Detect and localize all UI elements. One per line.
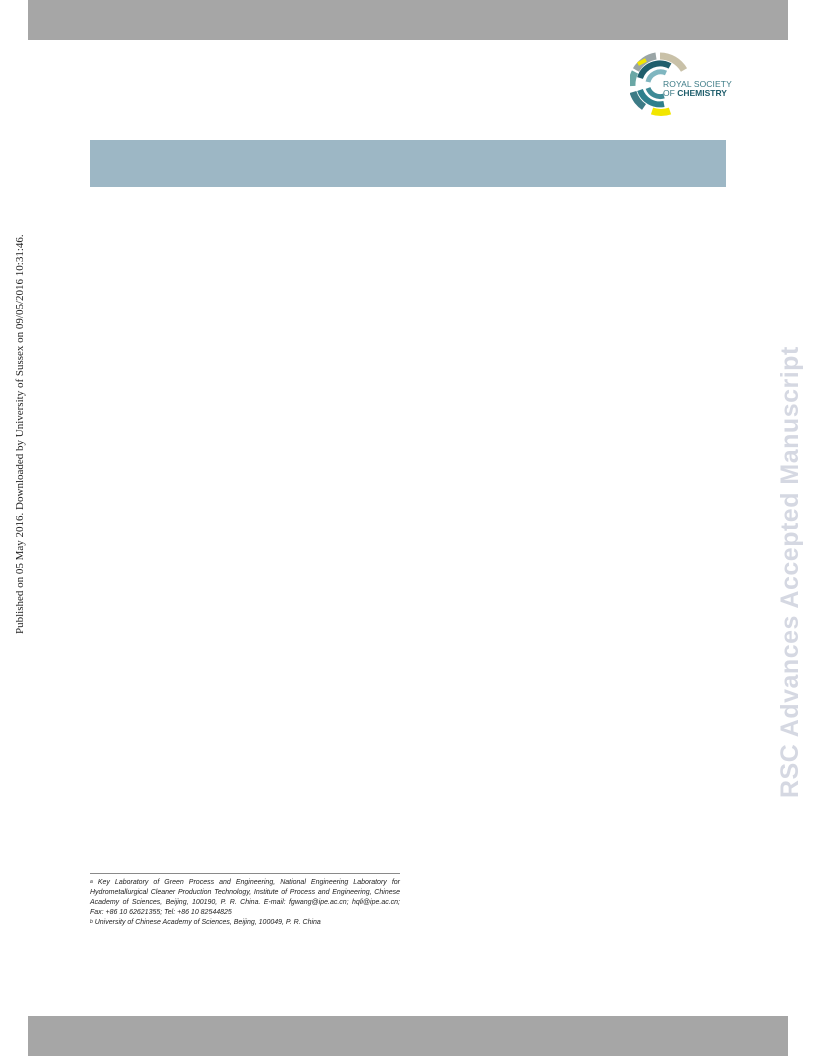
page-bottom-bar <box>28 1016 788 1056</box>
publication-side-note: Published on 05 May 2016. Downloaded by University of Sussex on 09/05/2016 10:31:46. <box>14 234 26 634</box>
accepted-manuscript-watermark: RSC Advances Accepted Manuscript <box>776 346 804 798</box>
article-header-band <box>90 140 726 187</box>
footnote-b <box>90 918 400 928</box>
logo-line2-bold: CHEMISTRY <box>677 88 727 98</box>
footnote-divider <box>90 873 400 874</box>
footnote-b-marker: b <box>90 919 93 925</box>
logo-line1: ROYAL SOCIETY <box>663 79 732 89</box>
affiliation-footnotes <box>90 878 400 928</box>
footnote-a-text: Key Laboratory of Green Process and Engineering, National Engineering Laboratory for Hydrometallurgical Cleaner Production Technology, Institute of Process and Engineering, Chinese Academy of Sciences, Beijing, 100190, P. R. China. E-mail: fgwang@ipe.ac.cn; hqli@ipe.ac.cn; Fax: +86 10 62621355; Tel: +86 10 82544825 <box>90 879 400 916</box>
page-top-bar <box>28 0 788 40</box>
logo-line2-prefix: OF <box>663 88 675 98</box>
rsc-logo-text <box>663 80 732 98</box>
footnote-a <box>90 878 400 918</box>
logo-line2 <box>663 89 732 98</box>
footnote-b-text: University of Chinese Academy of Sciences, Beijing, 100049, P. R. China <box>94 919 321 926</box>
footnote-a-marker: a <box>90 879 93 885</box>
